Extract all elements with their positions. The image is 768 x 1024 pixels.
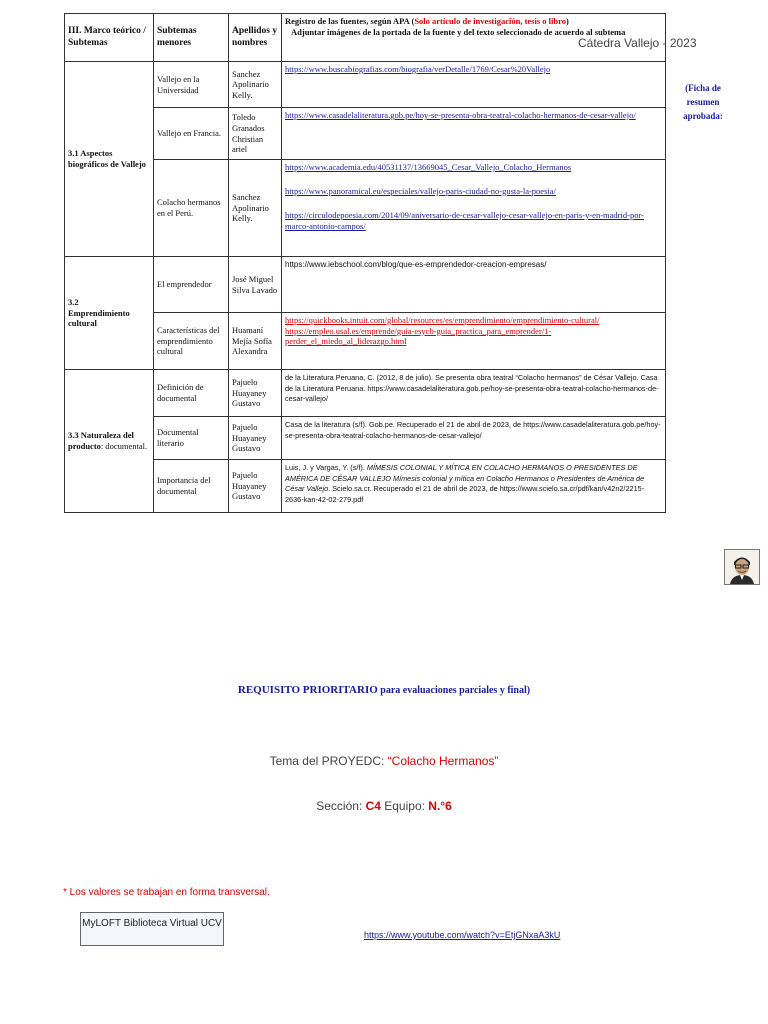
table-row (65, 460, 666, 513)
table-header-row (65, 14, 666, 62)
source-link[interactable]: https://www.academia.edu/40531137/13669045_Cesar_Vallejo_Colacho_Hermanos (285, 162, 572, 172)
header-subtemas-menores: Subtemas menores (154, 14, 229, 62)
source-cell (282, 460, 666, 513)
author-cell: Toledo Granados Christian ariel (229, 108, 282, 160)
topic-cell-3-1: 3.1 Aspectos biográficos de Vallejo (65, 62, 154, 257)
source-cell (282, 160, 666, 257)
theoretical-framework-table (64, 13, 666, 513)
header-apellidos: Apellidos y nombres (229, 14, 282, 62)
source-cell (282, 62, 666, 108)
person-portrait-icon (725, 550, 759, 584)
team-value: N.°6 (428, 799, 452, 813)
topic-cell-3-3: 3.3 Naturaleza del producto: documental. (65, 370, 154, 513)
table-row (65, 108, 666, 160)
source-link[interactable]: https://www.casadelaliteratura.gob.pe/hoy-se-presenta-obra-teatral-colacho-hermanos-de-cesar-vallejo/ (285, 110, 636, 120)
source-link[interactable]: https://circulodepoesia.com/2014/09/aniversario-de-cesar-vallejo-cesar-vallejo-en-paris-y-en-madrid-por-marco-antonio-campos/ (285, 209, 644, 232)
header-subtemas: III. Marco teórico / Subtemas (65, 14, 154, 62)
section-team (0, 799, 768, 813)
source-text: Casa de la literatura (s/f). Gob.pe. Recuperado el 21 de abril de 2023, de https://www.casadelaliteratura.gob.pe/hoy-se-presenta-obra-teatral-colacho-hermanos-de-cesar-vallejo/ (285, 420, 661, 440)
source-link[interactable]: https://quickbooks.intuit.com/global/resources/es/emprendimiento/emprendimiento-cultural/ (285, 315, 600, 325)
project-topic-label: Tema del PROYEDC: (269, 754, 388, 768)
source-text: Luis, J. y Vargas, Y. (s/f). MÍMESIS COLONIAL Y MÍTICA EN COLACHO HERMANOS O PRESIDENTES DE AMÉRICA DE CÉSAR VALLEJO Mímesis colonial y mítica en Colacho Hermanos o Presidentes de América de César Vallejo. Scielo.sa.cr. Recuperado el 21 de abril de 2023, de https://www.scielo.sa.cr/pdf/kan/v42n2/2215-2636-kan-42-02-279.pdf (285, 463, 645, 504)
table-row (65, 370, 666, 417)
source-cell (282, 108, 666, 160)
myloft-library-button[interactable]: MyLOFT Biblioteca Virtual UCV (80, 912, 224, 946)
source-cell (282, 417, 666, 460)
transversal-note: * Los valores se trabajan en forma transversal. (63, 887, 270, 898)
source-cell (282, 257, 666, 313)
requisito-prioritario: REQUISITO PRIORITARIO para evaluaciones parciales y final) (237, 684, 531, 696)
project-topic-value: “Colacho Hermanos” (387, 754, 499, 768)
section-value: C4 (365, 799, 381, 813)
source-link[interactable]: https://www.panoramical.eu/especiales/vallejo-paris-ciudad-no-gusta-la-poesia/ (285, 185, 556, 196)
author-cell: José Miguel Silva Lavado (229, 257, 282, 313)
team-label: Equipo: (380, 799, 429, 813)
topic-cell-3-2 (65, 257, 154, 370)
section-label: Sección: (316, 799, 366, 813)
header-registro-fuentes: Registro de las fuentes, según APA (Solo artículo de investigación, tesis o libro) Adjuntar imágenes de la portada de la fuente y del texto seleccionado de acuerdo al subtema (282, 14, 666, 62)
author-cell: Huamaní Mejía Sofía Alexandra (229, 313, 282, 370)
avatar (724, 549, 760, 585)
ficha-resumen-note: (Ficha de resumen aprobada: (683, 83, 723, 121)
subtopic-cell: Vallejo en Francia. (154, 108, 229, 160)
source-cell (282, 313, 666, 370)
author-cell: Pajuelo Huayaney Gustavo (229, 417, 282, 460)
subtopic-cell: Importancia del documental (154, 460, 229, 513)
youtube-link[interactable]: https://www.youtube.com/watch?v=EtjGNxaA3kU (364, 930, 561, 940)
project-topic (0, 754, 768, 768)
subtopic-cell: Características del emprendimiento cultural (154, 313, 229, 370)
subtopic-cell: Definición de documental (154, 370, 229, 417)
source-text: de la Literatura Peruana, C. (2012, 8 de julio). Se presenta obra teatral “Colacho hermanos” de César Vallejo. Casa de la Literatura Peruana. https://www.casadelaliteratura.gob.pe/hoy-se-presenta-obra-teatral-colacho-hermanos-de-cesar-vallejo/ (285, 373, 659, 404)
subtopic-cell: El emprendedor (154, 257, 229, 313)
table-row (65, 62, 666, 108)
author-cell: Sanchez Apolinario Kelly. (229, 62, 282, 108)
subtopic-cell: Vallejo en la Universidad (154, 62, 229, 108)
topic-label: Emprendimiento cultural (68, 307, 130, 329)
author-cell: Pajuelo Huayaney Gustavo (229, 460, 282, 513)
author-cell: Sanchez Apolinario Kelly. (229, 160, 282, 257)
table-row (65, 257, 666, 313)
subtopic-cell: Colacho hermanos en el Perú. (154, 160, 229, 257)
source-link[interactable]: https://empleo.usal.es/emprende/guia-esycb-guia_practica_para_emprender/1-perder_el_miedo_al_liderazgo.html (285, 325, 552, 347)
source-cell (282, 370, 666, 417)
subtopic-cell: Documental literario (154, 417, 229, 460)
course-title: Cátedra Vallejo - 2023 (578, 36, 697, 50)
source-link[interactable]: https://www.buscabiografias.com/biografia/verDetalle/1769/Cesar%20Vallejo (285, 64, 551, 74)
topic-number: 3.2 (68, 297, 79, 308)
table-row (65, 417, 666, 460)
table-row (65, 313, 666, 370)
source-text: https://www.iebschool.com/blog/que-es-emprendedor-creacion-empresas/ (285, 260, 547, 269)
table-row (65, 160, 666, 257)
author-cell: Pajuelo Huayaney Gustavo (229, 370, 282, 417)
